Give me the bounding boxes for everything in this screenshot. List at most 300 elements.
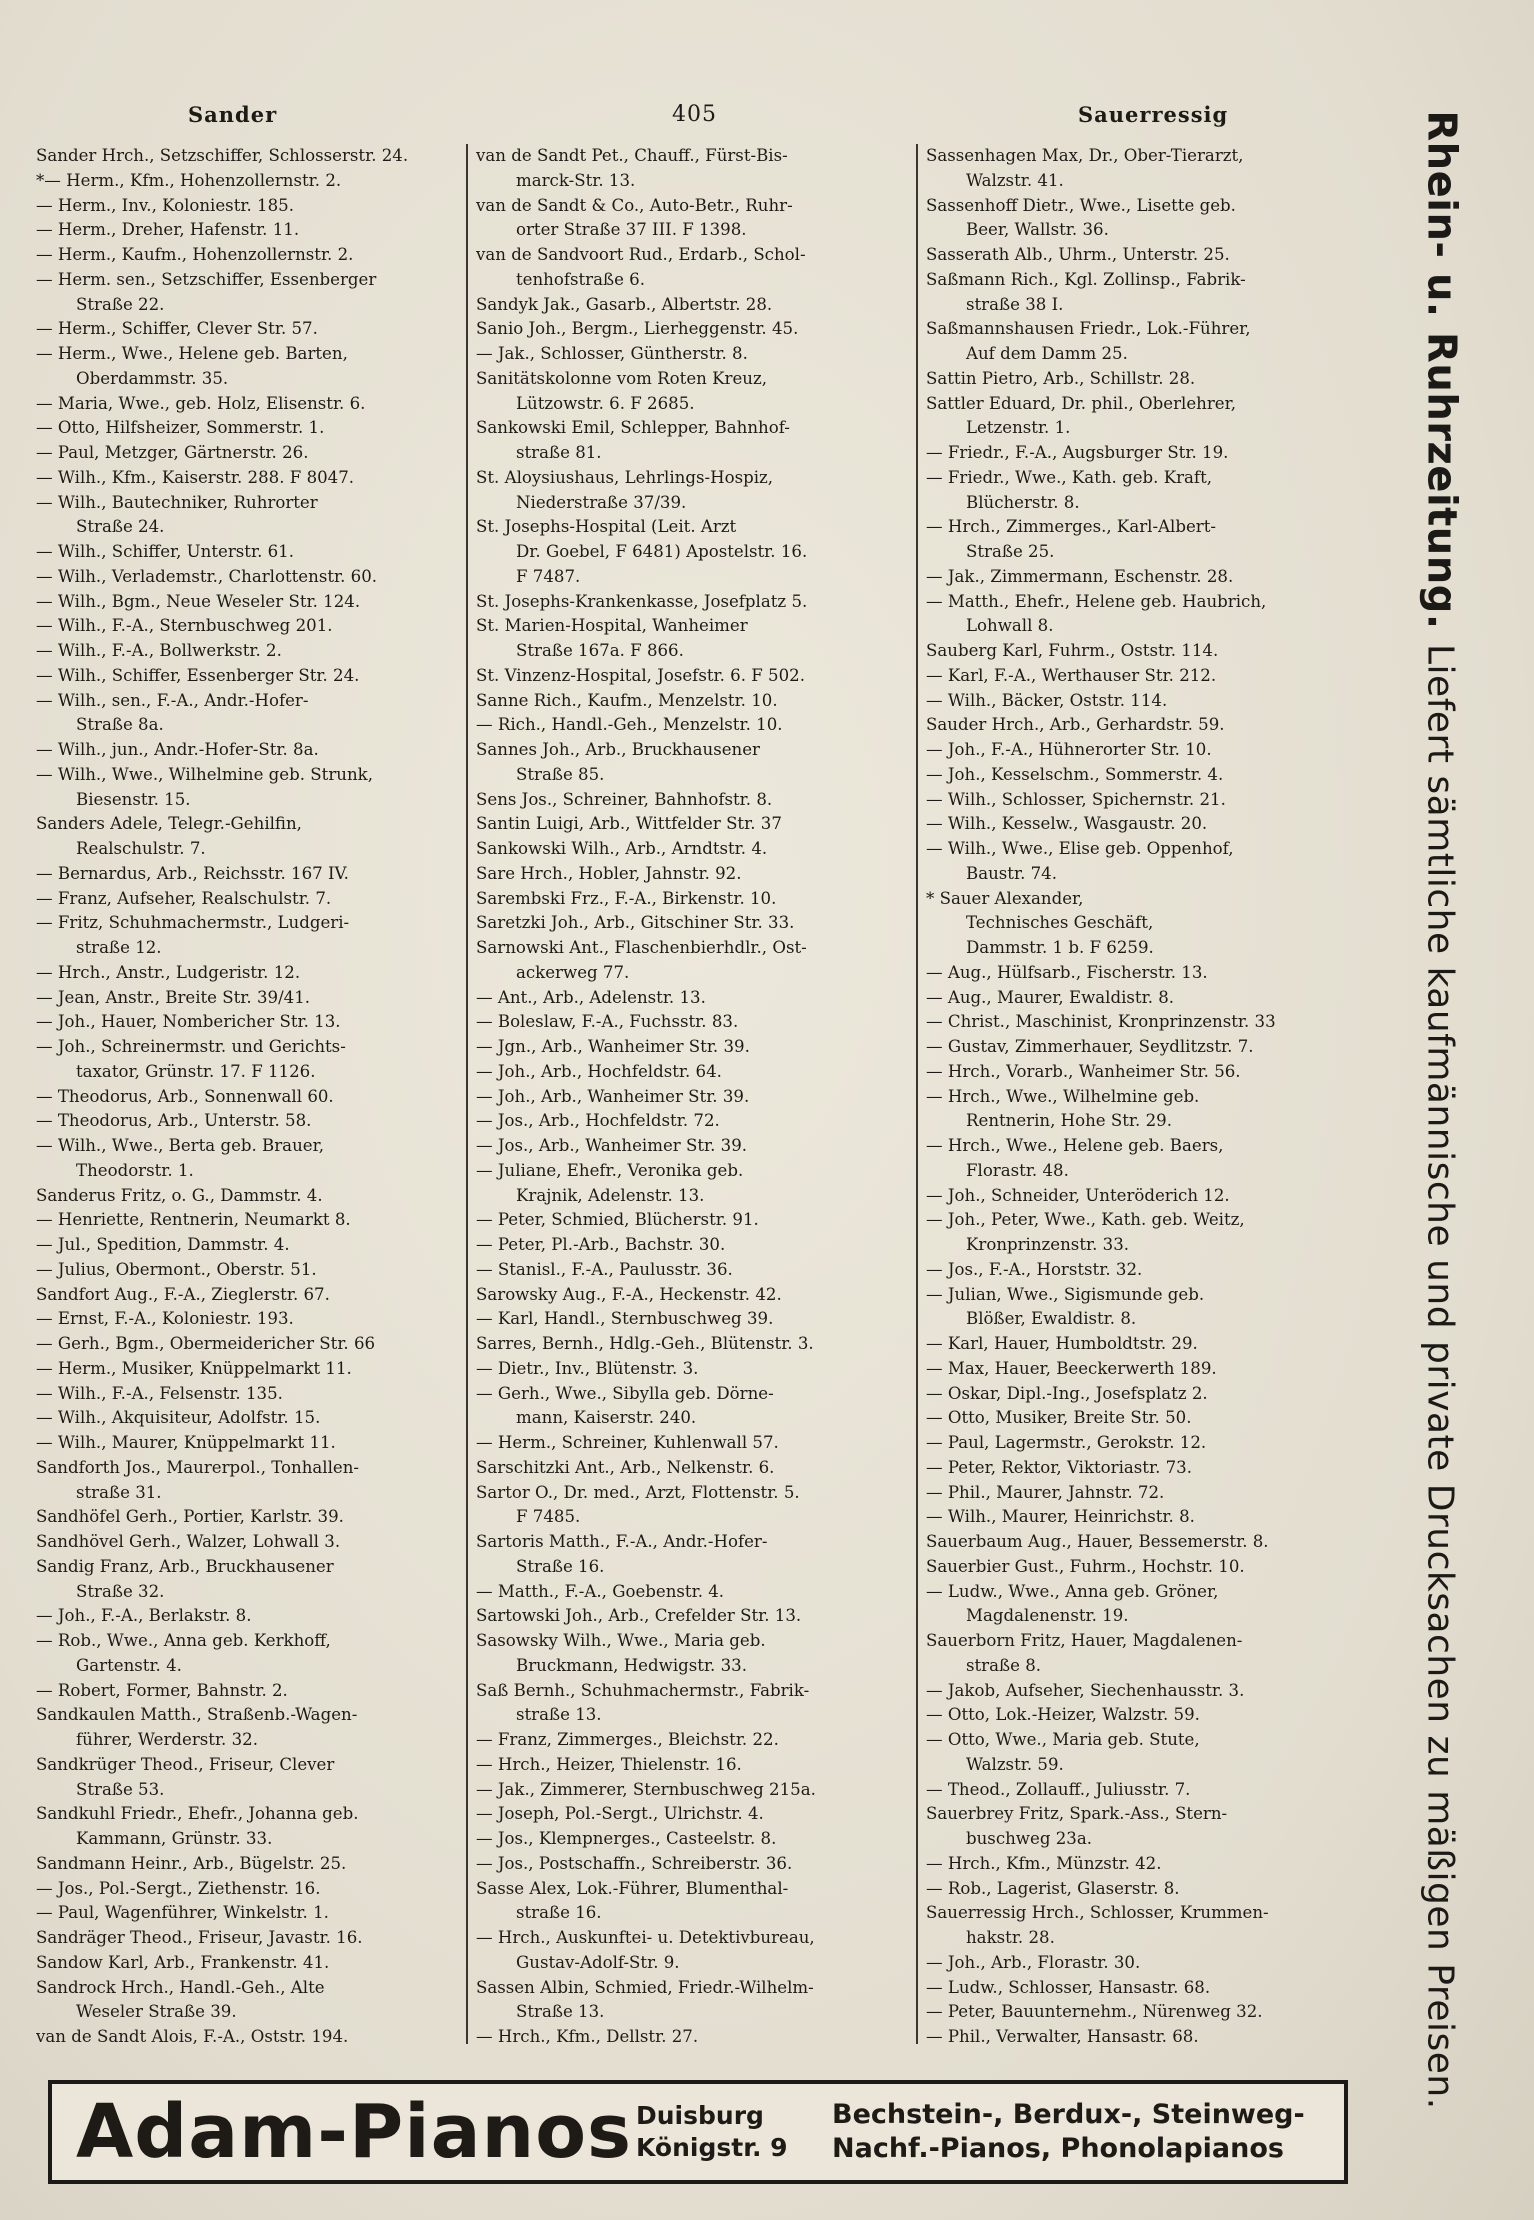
entry-line: straße 81. <box>516 443 602 462</box>
directory-entry <box>476 1431 918 1456</box>
entry-line: — Jak., Zimmerer, Sternbuschweg 215a. <box>476 1779 816 1799</box>
directory-entry <box>476 1085 918 1110</box>
entry-line: — Wilh., F.-A., Sternbuschweg 201. <box>36 616 333 636</box>
directory-entry <box>36 1307 464 1332</box>
directory-entry <box>926 1085 1370 1135</box>
entry-line: — Ludw., Schlosser, Hansastr. 68. <box>926 1977 1211 1997</box>
entry-line: Straße 16. <box>516 1556 605 1576</box>
entry-line: — Jos., F.-A., Horststr. 32. <box>926 1259 1143 1279</box>
directory-entry <box>926 1456 1370 1481</box>
directory-entry <box>476 812 918 837</box>
directory-entry <box>476 1629 918 1679</box>
directory-entry <box>476 1753 918 1778</box>
directory-entry <box>926 713 1370 738</box>
ad-products <box>816 2098 1305 2166</box>
entry-line: — Wilh., Kfm., Kaiserstr. 288. F 8047. <box>36 467 355 487</box>
entry-line: Straße 167a. F 866. <box>516 641 684 660</box>
directory-entry <box>36 218 464 243</box>
entry-line: Dammstr. 1 b. F 6259. <box>966 938 1154 957</box>
directory-entry <box>36 416 464 441</box>
directory-entry <box>926 1258 1370 1283</box>
entry-line: — Otto, Wwe., Maria geb. Stute, <box>926 1730 1200 1749</box>
entry-line: — Hrch., Heizer, Thielenstr. 16. <box>476 1754 742 1774</box>
entry-line: Theodorstr. 1. <box>76 1160 194 1180</box>
entry-line: Straße 24. <box>76 517 165 537</box>
entry-line: Sanne Rich., Kaufm., Menzelstr. 10. <box>476 690 778 710</box>
entry-line: St. Josephs-Hospital (Leit. Arzt <box>476 517 737 537</box>
entry-line: — Ludw., Wwe., Anna geb. Gröner, <box>926 1581 1219 1601</box>
directory-entry <box>36 911 464 961</box>
entry-line: Sanders Adele, Telegr.-Gehilfin, <box>36 814 302 834</box>
directory-entry <box>36 1035 464 1085</box>
entry-line: Sauerressig Hrch., Schlosser, Krummen- <box>926 1903 1269 1923</box>
entry-line: orter Straße 37 III. F 1398. <box>516 220 747 240</box>
entry-line: Sankowski Wilh., Arb., Arndtstr. 4. <box>476 839 768 858</box>
directory-entry <box>476 862 918 887</box>
directory-entry <box>36 887 464 912</box>
directory-entry <box>476 837 918 862</box>
entry-line: — Theodorus, Arb., Sonnenwall 60. <box>36 1086 334 1106</box>
directory-entry <box>36 1505 464 1530</box>
directory-entry <box>476 1679 918 1729</box>
entry-line: — Gerh., Wwe., Sibylla geb. Dörne- <box>476 1383 774 1403</box>
entry-line: Krajnik, Adelenstr. 13. <box>516 1185 705 1205</box>
entry-line: van de Sandt & Co., Auto-Betr., Ruhr- <box>476 195 793 215</box>
entry-line: — Wilh., Maurer, Heinrichstr. 8. <box>926 1507 1195 1527</box>
directory-entry <box>476 2025 918 2044</box>
entry-line: — Joh., F.-A., Hühnerorter Str. 10. <box>926 740 1212 759</box>
ad-city: Duisburg <box>636 2101 764 2130</box>
entry-line: Florastr. 48. <box>966 1160 1069 1180</box>
directory-entry <box>476 1134 918 1159</box>
entry-line: — Jos., Pol.-Sergt., Ziethenstr. 16. <box>36 1878 321 1898</box>
entry-line: — Jul., Spedition, Dammstr. 4. <box>36 1235 290 1254</box>
entry-line: — Hrch., Wwe., Helene geb. Baers, <box>926 1136 1224 1155</box>
directory-entry <box>36 1530 464 1555</box>
entry-line: Sauerbaum Aug., Hauer, Bessemerstr. 8. <box>926 1532 1269 1551</box>
entry-line: Sander Hrch., Setzschiffer, Schlosserstr. 24. <box>36 146 409 165</box>
entry-line: * Sauer Alexander, <box>926 888 1084 908</box>
entry-line: — Wilh., Schiffer, Unterstr. 61. <box>36 542 295 561</box>
directory-entry <box>36 1085 464 1110</box>
directory-entry <box>926 1357 1370 1382</box>
entry-line: — Franz, Zimmerges., Bleichstr. 22. <box>476 1730 779 1749</box>
entry-line: — Aug., Maurer, Ewaldistr. 8. <box>926 987 1175 1007</box>
directory-entry <box>926 1010 1370 1035</box>
directory-entry <box>926 590 1370 640</box>
directory-column-1 <box>36 144 464 2044</box>
directory-entry <box>476 1382 918 1432</box>
entry-line: Sasse Alex, Lok.-Führer, Blumenthal- <box>476 1878 789 1898</box>
entry-line: straße 16. <box>516 1903 602 1923</box>
entry-line: Realschulstr. 7. <box>76 839 206 858</box>
directory-entry <box>36 590 464 615</box>
directory-entry <box>36 1976 464 2026</box>
entry-line: Sankowski Emil, Schlepper, Bahnhof- <box>476 418 790 438</box>
directory-entry <box>476 1778 918 1803</box>
entry-line: — Ernst, F.-A., Koloniestr. 193. <box>36 1309 294 1329</box>
entry-line: Letzenstr. 1. <box>966 418 1071 438</box>
directory-entry <box>926 1703 1370 1728</box>
directory-entry <box>926 466 1370 516</box>
entry-line: Sarembski Frz., F.-A., Birkenstr. 10. <box>476 888 777 908</box>
directory-entry <box>926 1505 1370 1530</box>
entry-line: — Peter, Pl.-Arb., Bachstr. 30. <box>476 1235 726 1254</box>
directory-entry <box>36 144 464 169</box>
entry-line: Oberdammstr. 35. <box>76 368 229 388</box>
entry-line: Sassen Albin, Schmied, Friedr.-Wilhelm- <box>476 1977 814 1997</box>
directory-entry <box>926 1976 1370 2001</box>
entry-line: buschweg 23a. <box>966 1829 1093 1848</box>
entry-line: Sasowsky Wilh., Wwe., Maria geb. <box>476 1631 766 1650</box>
entry-line: Sauerbrey Fritz, Spark.-Ass., Stern- <box>926 1804 1228 1824</box>
entry-line: — Juliane, Ehefr., Veronika geb. <box>476 1160 744 1180</box>
entry-line: — Rob., Lagerist, Glaserstr. 8. <box>926 1878 1180 1898</box>
directory-entry <box>36 1208 464 1233</box>
directory-entry <box>36 1604 464 1629</box>
directory-entry <box>476 1877 918 1927</box>
directory-entry <box>926 788 1370 813</box>
entry-line: Lohwall 8. <box>966 616 1054 636</box>
entry-line: Sattler Eduard, Dr. phil., Oberlehrer, <box>926 393 1236 413</box>
entry-line: Baustr. 74. <box>966 863 1058 883</box>
directory-entry <box>36 1679 464 1704</box>
directory-entry <box>36 268 464 318</box>
entry-line: — Karl, Handl., Sternbuschweg 39. <box>476 1309 774 1329</box>
entry-line: St. Vinzenz-Hospital, Josefstr. 6. F 502. <box>476 665 805 685</box>
entry-line: Saßmannshausen Friedr., Lok.-Führer, <box>926 319 1251 339</box>
directory-entry <box>476 1109 918 1134</box>
entry-line: — Hrch., Kfm., Münzstr. 42. <box>926 1853 1162 1873</box>
directory-entry <box>476 1456 918 1481</box>
directory-entry <box>36 614 464 639</box>
directory-entry <box>36 169 464 194</box>
directory-entry <box>476 1852 918 1877</box>
directory-entry <box>476 367 918 417</box>
entry-line: — Franz, Aufseher, Realschulstr. 7. <box>36 888 332 908</box>
directory-entry <box>476 788 918 813</box>
directory-entry <box>36 1406 464 1431</box>
entry-line: — Joh., F.-A., Berlakstr. 8. <box>36 1606 252 1626</box>
entry-line: Beer, Wallstr. 36. <box>966 220 1109 240</box>
directory-entry <box>926 812 1370 837</box>
entry-line: marck-Str. 13. <box>516 170 636 190</box>
directory-entry <box>476 1357 918 1382</box>
entry-line: Straße 22. <box>76 294 165 314</box>
entry-line: — Aug., Hülfsarb., Fischerstr. 13. <box>926 962 1208 982</box>
directory-entry <box>36 1431 464 1456</box>
entry-line: ackerweg 77. <box>516 962 630 982</box>
entry-line: Sandyk Jak., Gasarb., Albertstr. 28. <box>476 294 773 314</box>
entry-line: Kronprinzenstr. 33. <box>966 1235 1130 1254</box>
directory-entry <box>926 317 1370 367</box>
directory-entry <box>36 1332 464 1357</box>
directory-entry <box>36 441 464 466</box>
entry-line: — Herm., Schreiner, Kuhlenwall 57. <box>476 1433 779 1452</box>
directory-entry <box>36 1258 464 1283</box>
entry-line: — Phil., Maurer, Jahnstr. 72. <box>926 1482 1165 1502</box>
directory-entry <box>36 689 464 739</box>
directory-entry <box>926 2025 1370 2044</box>
entry-line: Sanio Joh., Bergm., Lierheggenstr. 45. <box>476 319 799 339</box>
directory-entry <box>476 911 918 936</box>
vertical-advertisement <box>1372 110 1512 2110</box>
entry-line: Sandräger Theod., Friseur, Javastr. 16. <box>36 1928 363 1947</box>
entry-line: Sandkrüger Theod., Friseur, Clever <box>36 1754 335 1774</box>
entry-line: Niederstraße 37/39. <box>516 492 687 512</box>
entry-line: — Rob., Wwe., Anna geb. Kerkhoff, <box>36 1631 331 1650</box>
directory-entry <box>476 1035 918 1060</box>
directory-entry <box>926 392 1370 442</box>
entry-line: — Herm., Inv., Koloniestr. 185. <box>36 195 294 215</box>
entry-line: Saß Bernh., Schuhmachermstr., Fabrik- <box>476 1680 810 1700</box>
entry-line: — Phil., Verwalter, Hansastr. 68. <box>926 2027 1199 2044</box>
entry-line: Straße 32. <box>76 1581 165 1601</box>
entry-line: — Jos., Postschaffn., Schreiberstr. 36. <box>476 1853 793 1873</box>
entry-line: F 7485. <box>516 1507 581 1527</box>
entry-line: — Hrch., Kfm., Dellstr. 27. <box>476 2027 699 2044</box>
directory-entry <box>926 738 1370 763</box>
entry-line: Walzstr. 41. <box>966 170 1064 190</box>
entry-line: — Herm., Wwe., Helene geb. Barten, <box>36 344 348 363</box>
directory-entry <box>476 1530 918 1580</box>
directory-entry <box>926 1283 1370 1333</box>
directory-entry <box>926 1382 1370 1407</box>
entry-line: Sens Jos., Schreiner, Bahnhofstr. 8. <box>476 789 773 809</box>
directory-entry <box>926 1728 1370 1778</box>
directory-entry <box>476 515 918 589</box>
entry-line: — Jak., Zimmermann, Eschenstr. 28. <box>926 566 1234 586</box>
entry-line: Saßmann Rich., Kgl. Zollinsp., Fabrik- <box>926 269 1246 289</box>
entry-line: van de Sandt Alois, F.-A., Oststr. 194. <box>36 2027 349 2044</box>
ad-address <box>636 2100 816 2164</box>
entry-line: Sauerbier Gust., Fuhrm., Hochstr. 10. <box>926 1556 1245 1576</box>
directory-entry <box>476 590 918 615</box>
directory-entry <box>926 194 1370 244</box>
directory-entry <box>476 1010 918 1035</box>
entry-line: — Theodorus, Arb., Unterstr. 58. <box>36 1111 312 1131</box>
entry-line: Sandig Franz, Arb., Bruckhausener <box>36 1556 334 1576</box>
directory-entry <box>476 713 918 738</box>
entry-line: — Jos., Klempnerges., Casteelstr. 8. <box>476 1829 777 1848</box>
entry-line: — Dietr., Inv., Blütenstr. 3. <box>476 1358 699 1378</box>
entry-line: Sandfort Aug., F.-A., Zieglerstr. 67. <box>36 1284 330 1304</box>
directory-entry <box>36 738 464 763</box>
entry-line: Sandmann Heinr., Arb., Bügelstr. 25. <box>36 1853 347 1873</box>
directory-entry <box>36 243 464 268</box>
entry-line: — Paul, Lagermstr., Gerokstr. 12. <box>926 1433 1207 1452</box>
directory-entry <box>36 466 464 491</box>
entry-line: — Wilh., Akquisiteur, Adolfstr. 15. <box>36 1408 321 1428</box>
directory-entry <box>926 763 1370 788</box>
entry-line: Sartoris Matth., F.-A., Andr.-Hofer- <box>476 1532 768 1551</box>
directory-entry <box>926 1060 1370 1085</box>
directory-entry <box>476 1307 918 1332</box>
directory-entry <box>36 1877 464 1902</box>
entry-line: — Max, Hauer, Beeckerwerth 189. <box>926 1358 1217 1378</box>
entry-line: Sandkaulen Matth., Straßenb.-Wagen- <box>36 1705 358 1725</box>
directory-entry <box>36 194 464 219</box>
directory-entry <box>36 1109 464 1134</box>
directory-entry <box>476 1258 918 1283</box>
ad-street: Königstr. 9 <box>636 2133 788 2162</box>
entry-line: führer, Werderstr. 32. <box>76 1730 258 1749</box>
directory-entry <box>476 293 918 318</box>
directory-entry <box>926 664 1370 689</box>
entry-line: — Hrch., Anstr., Ludgeristr. 12. <box>36 962 301 982</box>
directory-entry <box>36 1926 464 1951</box>
directory-entry <box>36 1852 464 1877</box>
entry-line: Sandhöfel Gerh., Portier, Karlstr. 39. <box>36 1507 344 1527</box>
entry-line: — Christ., Maschinist, Kronprinzenstr. 33 <box>926 1012 1276 1032</box>
directory-entry <box>36 1951 464 1976</box>
directory-entry <box>926 1431 1370 1456</box>
entry-line: Gartenstr. 4. <box>76 1655 182 1675</box>
directory-entry <box>36 1134 464 1184</box>
directory-entry <box>476 466 918 516</box>
entry-line: — Julian, Wwe., Sigismunde geb. <box>926 1284 1205 1304</box>
entry-line: van de Sandt Pet., Chauff., Fürst-Bis- <box>476 146 788 165</box>
entry-line: — Ant., Arb., Adelenstr. 13. <box>476 987 706 1007</box>
entry-line: straße 13. <box>516 1705 602 1725</box>
entry-line: Technisches Geschäft, <box>966 913 1154 933</box>
directory-entry <box>36 961 464 986</box>
directory-entry <box>476 887 918 912</box>
directory-entry <box>926 887 1370 961</box>
directory-entry <box>36 1703 464 1753</box>
directory-entry <box>36 565 464 590</box>
entry-line: Sauerborn Fritz, Hauer, Magdalenen- <box>926 1631 1243 1650</box>
directory-entry <box>926 1951 1370 1976</box>
directory-column-2 <box>466 144 918 2044</box>
entry-line: Straße 85. <box>516 764 605 784</box>
directory-entry <box>36 812 464 862</box>
entry-line: Sassenhoff Dietr., Wwe., Lisette geb. <box>926 195 1236 215</box>
page-number: 405 <box>672 102 717 127</box>
entry-line: St. Marien-Hospital, Wanheimer <box>476 616 748 636</box>
directory-entry <box>476 416 918 466</box>
entry-line: Saretzki Joh., Arb., Gitschiner Str. 33. <box>476 913 795 933</box>
entry-line: — Paul, Wagenführer, Winkelstr. 1. <box>36 1903 329 1923</box>
vertical-ad-text <box>1419 110 1465 2109</box>
directory-entry <box>476 243 918 293</box>
entry-line: — Hrch., Auskunftei- u. Detektivbureau, <box>476 1928 815 1947</box>
directory-entry <box>926 2000 1370 2025</box>
directory-entry <box>476 1481 918 1531</box>
entry-line: Sassenhagen Max, Dr., Ober-Tierarzt, <box>926 146 1244 165</box>
entry-line: St. Josephs-Krankenkasse, Josefplatz 5. <box>476 591 808 611</box>
piano-advertisement <box>48 2080 1348 2184</box>
entry-line: Dr. Goebel, F 6481) Apostelstr. 16. <box>516 542 808 561</box>
directory-entry <box>926 986 1370 1011</box>
directory-entry <box>36 1357 464 1382</box>
directory-entry <box>926 144 1370 194</box>
ad-products-line-1: Bechstein-, Berdux-, Steinweg- <box>832 2099 1305 2130</box>
entry-line: Walzstr. 59. <box>966 1754 1064 1774</box>
entry-line: Sanitätskolonne vom Roten Kreuz, <box>476 368 767 388</box>
entry-line: — Paul, Metzger, Gärtnerstr. 26. <box>36 443 309 462</box>
entry-line: Sandow Karl, Arb., Frankenstr. 41. <box>36 1952 330 1972</box>
directory-entry <box>476 1060 918 1085</box>
entry-line: — Wilh., F.-A., Bollwerkstr. 2. <box>36 641 282 660</box>
directory-entry <box>36 986 464 1011</box>
entry-line: van de Sandvoort Rud., Erdarb., Schol- <box>476 245 806 264</box>
directory-entry <box>926 1629 1370 1679</box>
directory-entry <box>476 194 918 244</box>
entry-line: — Wilh., Wwe., Berta geb. Brauer, <box>36 1136 324 1155</box>
entry-line: — Joh., Schreinermstr. und Gerichts- <box>36 1037 346 1056</box>
entry-line: — Herm., Kaufm., Hohenzollernstr. 2. <box>36 245 354 264</box>
entry-line: — Jakob, Aufseher, Siechenhausstr. 3. <box>926 1680 1245 1700</box>
entry-line: — Otto, Hilfsheizer, Sommerstr. 1. <box>36 418 325 438</box>
entry-line: — Otto, Musiker, Breite Str. 50. <box>926 1408 1192 1428</box>
entry-line: — Henriette, Rentnerin, Neumarkt 8. <box>36 1210 351 1230</box>
entry-line: Straße 8a. <box>76 715 164 735</box>
running-head-right: Sauerressig <box>1078 102 1229 127</box>
directory-entry <box>476 342 918 367</box>
directory-entry <box>476 1728 918 1753</box>
directory-entry <box>926 1778 1370 1803</box>
directory-entry <box>476 986 918 1011</box>
ad-brand: Adam-Pianos <box>76 2089 633 2175</box>
directory-entry <box>926 1901 1370 1951</box>
entry-line: — Herm., Musiker, Knüppelmarkt 11. <box>36 1358 352 1378</box>
directory-entry <box>926 1679 1370 1704</box>
directory-entry <box>926 1580 1370 1630</box>
entry-line: Lützowstr. 6. F 2685. <box>516 393 695 413</box>
directory-entry <box>36 540 464 565</box>
entry-line: Sannes Joh., Arb., Bruckhausener <box>476 740 760 759</box>
directory-entry <box>926 1134 1370 1184</box>
entry-line: — Wilh., Wwe., Elise geb. Oppenhof, <box>926 839 1234 858</box>
directory-entry <box>926 1802 1370 1852</box>
entry-line: — Karl, Hauer, Humboldtstr. 29. <box>926 1334 1198 1353</box>
directory-entry <box>476 936 918 986</box>
entry-line: straße 12. <box>76 938 162 957</box>
directory-entry <box>926 1035 1370 1060</box>
directory-entry <box>36 1233 464 1258</box>
directory-entry <box>36 491 464 541</box>
entry-line: — Jgn., Arb., Wanheimer Str. 39. <box>476 1037 750 1056</box>
entry-line: — Friedr., Wwe., Kath. geb. Kraft, <box>926 467 1213 487</box>
entry-line: Sarnowski Ant., Flaschenbierhdlr., Ost- <box>476 938 807 957</box>
directory-entry <box>36 1629 464 1679</box>
directory-entry <box>36 1382 464 1407</box>
directory-entry <box>36 1555 464 1605</box>
directory-entry <box>926 515 1370 565</box>
entry-line: — Jos., Arb., Hochfeldstr. 72. <box>476 1111 720 1131</box>
entry-line: Sartor O., Dr. med., Arzt, Flottenstr. 5. <box>476 1482 800 1502</box>
entry-line: — Joh., Arb., Hochfeldstr. 64. <box>476 1061 722 1081</box>
directory-entry <box>926 268 1370 318</box>
directory-entry <box>476 1283 918 1308</box>
entry-line: Straße 13. <box>516 2002 605 2022</box>
directory-entry <box>926 689 1370 714</box>
entry-line: — Wilh., Verlademstr., Charlottenstr. 60. <box>36 566 378 586</box>
entry-line: — Hrch., Vorarb., Wanheimer Str. 56. <box>926 1061 1241 1081</box>
directory-entry <box>36 392 464 417</box>
entry-line: — Oskar, Dipl.-Ing., Josefsplatz 2. <box>926 1383 1208 1403</box>
directory-entry <box>476 1976 918 2026</box>
entry-line: — Matth., Ehefr., Helene geb. Haubrich, <box>926 591 1267 611</box>
entry-line: — Joseph, Pol.-Sergt., Ulrichstr. 4. <box>476 1804 764 1824</box>
entry-line: straße 8. <box>966 1655 1042 1675</box>
directory-entry <box>476 1827 918 1852</box>
entry-line: — Friedr., F.-A., Augsburger Str. 19. <box>926 443 1229 462</box>
entry-line: — Theod., Zollauff., Juliusstr. 7. <box>926 1779 1191 1799</box>
directory-entry <box>926 1481 1370 1506</box>
entry-line: Sarowsky Aug., F.-A., Heckenstr. 42. <box>476 1284 782 1304</box>
